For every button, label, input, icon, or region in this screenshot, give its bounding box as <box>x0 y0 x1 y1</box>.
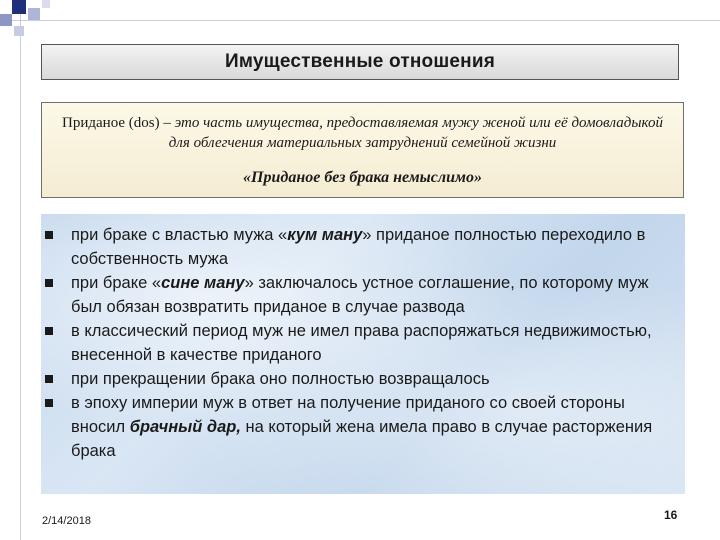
definition-body: – это часть имущества, предоставляемая мужу женой или её домовладыкой для облегчения материальных затруднений семейной жизни <box>159 115 663 151</box>
decor-square <box>14 26 24 36</box>
decor-square <box>12 0 26 14</box>
square-bullet-icon <box>45 399 53 407</box>
list-item: в эпоху империи муж в ответ на получение приданого со своей стороны вносил брачный дар, на который жена имела право в случае расторжения брака <box>41 391 685 463</box>
decor-square <box>28 8 40 20</box>
footer-date: 2/14/2018 <box>42 515 91 527</box>
decor-line-vertical <box>20 0 21 540</box>
slide-title: Имущественные отношения <box>224 51 496 72</box>
definition-box <box>41 102 684 198</box>
list-item: в классический период муж не имел права распоряжаться недвижимостью, внесенной в качестве приданого <box>41 319 685 367</box>
square-bullet-icon <box>45 327 53 335</box>
list-item: при браке «сине ману» заключалось устное соглашение, по которому муж был обязан возвратить приданое в случае развода <box>41 271 685 319</box>
decor-square <box>42 0 50 8</box>
slide-title-box <box>41 44 679 80</box>
bullet-list <box>41 223 685 463</box>
decor-square <box>0 14 12 26</box>
square-bullet-icon <box>45 375 53 383</box>
square-bullet-icon <box>45 231 53 239</box>
page-number: 16 <box>664 508 678 522</box>
list-item: при браке с властью мужа «кум ману» приданое полностью переходило в собственность мужа <box>41 223 685 271</box>
list-item: при прекращении брака оно полностью возвращалось <box>41 367 685 391</box>
definition-term: Приданое (dos) <box>62 115 160 131</box>
bullet-list-box <box>41 214 685 494</box>
decor-line-horizontal <box>0 20 720 21</box>
square-bullet-icon <box>45 279 53 287</box>
definition-text <box>52 113 673 153</box>
motto: «Приданое без брака немыслимо» <box>243 169 482 186</box>
